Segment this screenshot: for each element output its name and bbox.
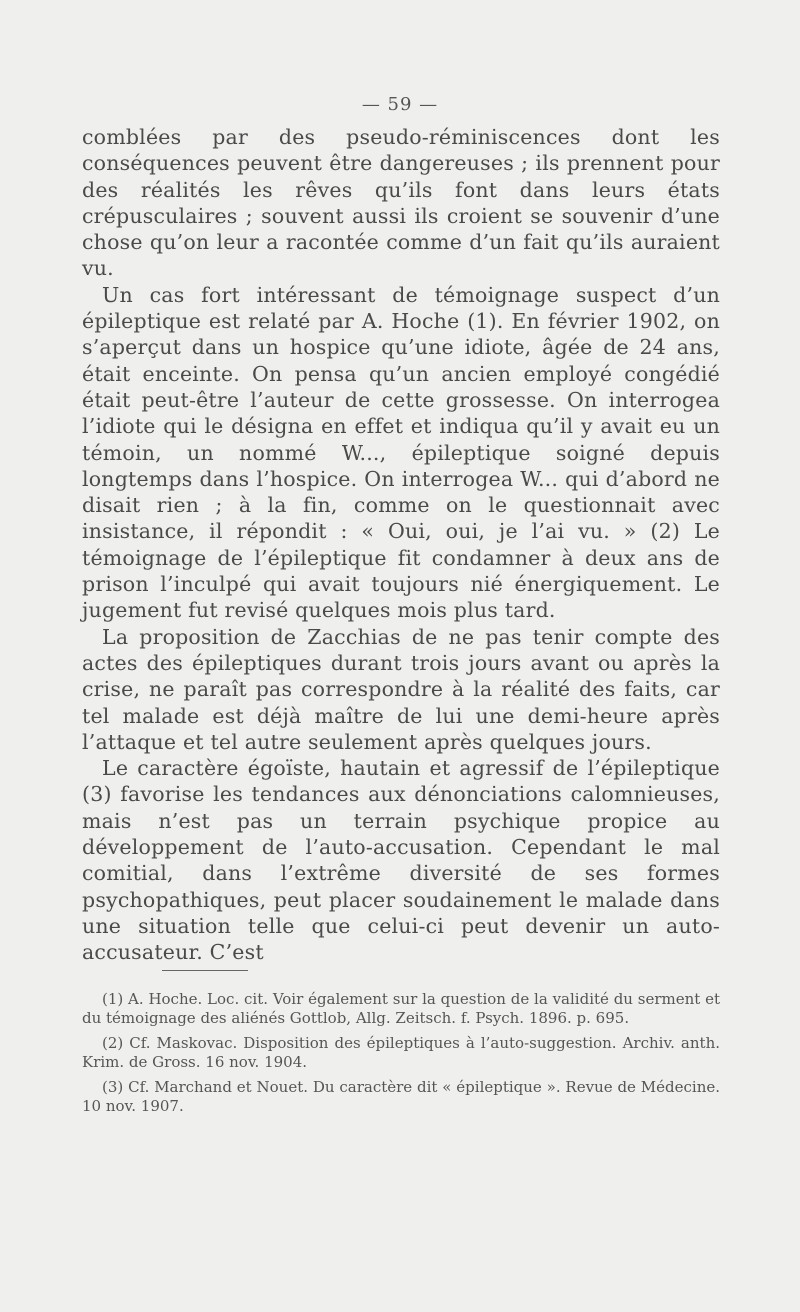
- paragraph-2: Un cas fort intéressant de témoignage suspect d’un épileptique est relaté par A. Hoche (1). En février 1902, on s’aperçut dans un hospice qu’une idiote, âgée de 24 ans, était enceinte. On pensa qu’un ancien employé congédié était peut-être l’auteur de cette grossesse. On interrogea l’idiote qui le désigna en effet et indiqua qu’il y avait eu un témoin, un nommé W..., épileptique soigné depuis longtemps dans l’hospice. On interrogea W... qui d’abord ne disait rien ; à la fin, comme on le questionnait avec insistance, il répondit : « Oui, oui, je l’ai vu. » (2) Le témoignage de l’épileptique fit condamner à deux ans de prison l’inculpé qui avait toujours nié énergiquement. Le jugement fut revisé quelques mois plus tard.: [82, 282, 720, 623]
- footnote-2: (2) Cf. Maskovac. Disposition des épileptiques à l’auto-suggestion. Archiv. anth. Krim. de Gross. 16 nov. 1904.: [82, 1034, 720, 1071]
- body-text: [82, 124, 720, 966]
- footnotes: [82, 990, 720, 1122]
- footnote-1: (1) A. Hoche. Loc. cit. Voir également sur la question de la validité du serment et du témoignage des aliénés Gottlob, Allg. Zeitsch. f. Psych. 1896. p. 695.: [82, 990, 720, 1027]
- page-number: — 59 —: [361, 94, 439, 115]
- paragraph-1: comblées par des pseudo-réminiscences dont les conséquences peuvent être dangereuses ; ils prennent pour des réalités les rêves qu’ils font dans leurs états crépusculaires ; souvent aussi ils croient se souvenir d’une chose qu’on leur a racontée comme d’un fait qu’ils auraient vu.: [82, 125, 720, 281]
- footnote-divider: [162, 970, 248, 971]
- paragraph-4: Le caractère égoïste, hautain et agressif de l’épileptique (3) favorise les tendances aux dénonciations calomnieuses, mais n’est pas un terrain psychique propice au développement de l’auto-accusation. Cependant le mal comitial, dans l’extrême diversité de ses formes psychopathiques, peut placer soudainement le malade dans une situation telle que celui-ci peut devenir un auto-accusateur. C’est: [82, 756, 720, 965]
- paragraph-3: La proposition de Zacchias de ne pas tenir compte des actes des épileptiques durant trois jours avant ou après la crise, ne paraît pas correspondre à la réalité des faits, car tel malade est déjà maître de lui une demi-heure après l’attaque et tel autre seulement après quelques jours.: [82, 624, 720, 754]
- footnote-3: (3) Cf. Marchand et Nouet. Du caractère dit « épileptique ». Revue de Médecine. 10 nov. 1907.: [82, 1078, 720, 1115]
